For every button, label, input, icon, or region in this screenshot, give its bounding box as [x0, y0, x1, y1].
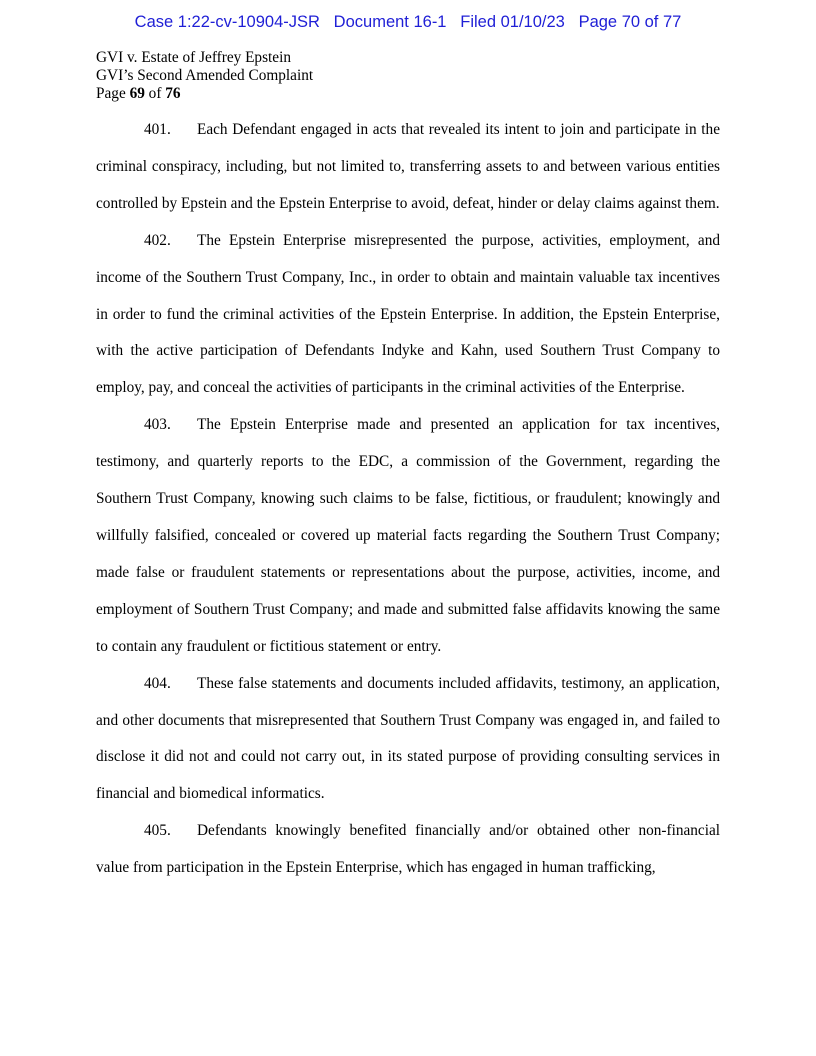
- paragraph-401: [96, 112, 720, 223]
- page-indicator: [96, 85, 313, 103]
- page-prefix: Page: [96, 85, 130, 102]
- paragraph-404: [96, 666, 720, 814]
- paragraph-number: 401.: [144, 121, 171, 138]
- case-caption: GVI v. Estate of Jeffrey Epstein: [96, 49, 291, 66]
- page-number: 69: [129, 85, 145, 102]
- paragraph-text: Defendants knowingly benefited financially and/or obtained other non-financial value from participation in the Epstein Enterprise, which has engaged in human trafficking,: [96, 822, 720, 877]
- paragraph-text: The Epstein Enterprise misrepresented the purpose, activities, employment, and income of the Southern Trust Company, Inc., in order to obtain and maintain valuable tax incentives in order to fund the criminal activities of the Epstein Enterprise. In addition, the Epstein Enterprise, with the active participation of Defendants Indyke and Kahn, used Southern Trust Company to employ, pay, and conceal the activities of participants in the criminal activities of the Enterprise.: [96, 231, 720, 397]
- paragraph-number: 405.: [144, 822, 171, 840]
- paragraph-number: 402.: [144, 231, 171, 249]
- paragraph-text: These false statements and documents included affidavits, testimony, an application, and other documents that misrepresented that Southern Trust Company was engaged in, and failed to disclose it did not and could not carry out, in its stated purpose of providing consulting services in financial and biomedical informatics.: [96, 674, 720, 803]
- page-of: of: [144, 85, 166, 102]
- paragraph-402: [96, 223, 720, 408]
- document-body: [96, 112, 720, 887]
- paragraph-number: 403.: [144, 416, 171, 434]
- paragraph-text: Each Defendant engaged in acts that revealed its intent to join and participate in the criminal conspiracy, including, but not limited to, transferring assets to and between various entities controlled by Epstein and the Epstein Enterprise to avoid, defeat, hinder or delay claims against them.: [96, 121, 720, 212]
- court-filing-stamp: Case 1:22-cv-10904-JSR Document 16-1 Filed 01/10/23 Page 70 of 77: [134, 13, 682, 31]
- paragraph-403: [96, 407, 720, 665]
- document-title: GVI’s Second Amended Complaint: [96, 67, 314, 84]
- paragraph-405: [96, 813, 720, 887]
- paragraph-text: The Epstein Enterprise made and presented an application for tax incentives, testimony, and quarterly reports to the EDC, a commission of the Government, regarding the Southern Trust Company, knowing such claims to be false, fictitious, or fraudulent; knowingly and willfully falsified, concealed or covered up material facts regarding the Southern Trust Company; made false or fraudulent statements or representations about the purpose, activities, income, and employment of Southern Trust Company; and made and submitted false affidavits knowing the same to contain any fraudulent or fictitious statement or entry.: [96, 416, 720, 655]
- document-header: [96, 49, 313, 103]
- page-total: 76: [165, 85, 181, 102]
- paragraph-number: 404.: [144, 674, 171, 692]
